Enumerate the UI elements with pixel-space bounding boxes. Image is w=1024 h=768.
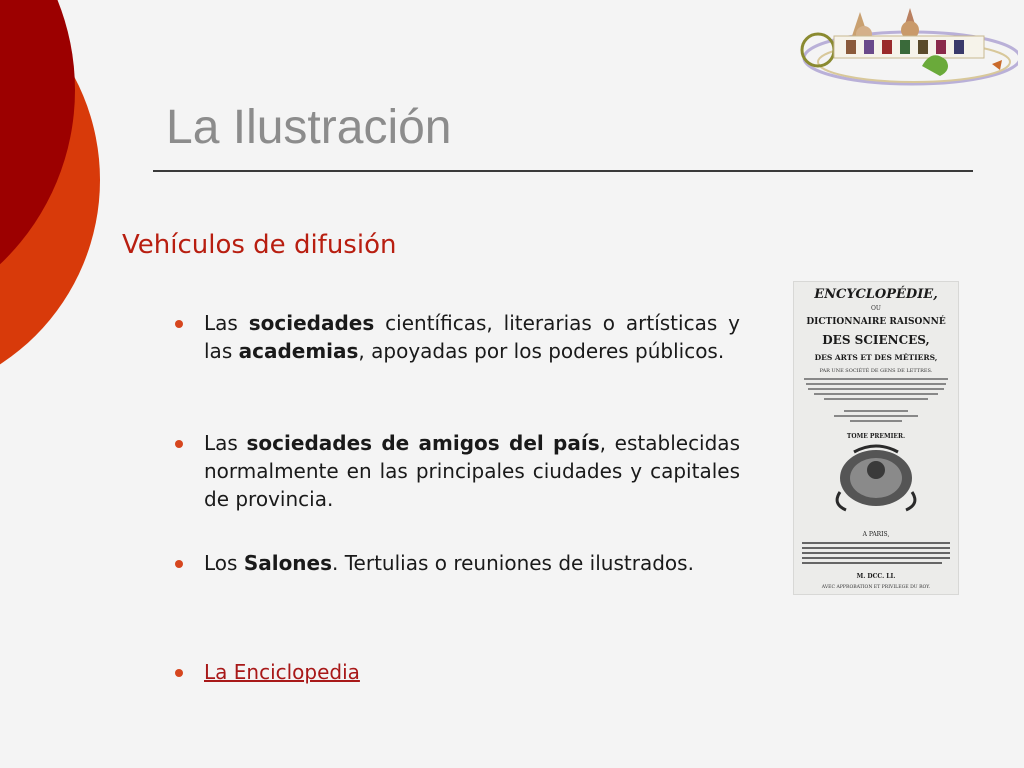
bullet-item-sociedades — [204, 309, 740, 365]
encyc-vignette-engraving — [837, 446, 915, 510]
encyc-sciences-line: DES SCIENCES, — [822, 333, 930, 347]
item-bold: academias — [238, 339, 359, 363]
bullet-dot-icon — [175, 320, 183, 328]
encyc-privilege-line: AVEC APPROBATION ET PRIVILEGE DU ROY. — [821, 585, 931, 590]
bullet-item-salones — [204, 549, 740, 577]
encyclopedie-title-page-image — [794, 282, 958, 594]
encyc-year-line: M. DCC. LI. — [856, 573, 896, 580]
bullet-item-amigos-del-pais — [204, 429, 740, 513]
item-bold: sociedades de amigos del país — [246, 431, 600, 455]
bullet-item-enciclopedia — [204, 658, 740, 686]
encyc-paris-line: A PARIS, — [862, 531, 890, 538]
item-bold: Salones — [243, 551, 333, 575]
item-text: . Tertulias o reuniones de ilustrados. — [332, 551, 694, 575]
item-bold: sociedades — [248, 311, 375, 335]
enciclopedia-link[interactable]: La Enciclopedia — [204, 660, 360, 684]
encyc-title-line: ENCYCLOPÉDIE, — [814, 287, 938, 302]
item-text: Las — [204, 431, 247, 455]
section-subtitle: Vehículos de difusión — [122, 230, 397, 260]
encyc-ou-line: OU — [871, 305, 881, 312]
item-text: , apoyadas por los poderes públicos. — [358, 339, 725, 363]
item-text: , establecidas normalmente en las principales ciudades y capitales de provincia. — [204, 431, 740, 511]
bullet-dot-icon — [175, 669, 183, 677]
encyc-societe-line: PAR UNE SOCIÉTÉ DE GENS DE LETTRES. — [819, 368, 933, 374]
item-text: científicas, literarias o artísticas y las — [204, 311, 740, 363]
encyc-arts-line: DES ARTS ET DES MÉTIERS, — [814, 353, 938, 362]
item-text: Las — [204, 311, 249, 335]
slide-title: La Ilustración — [166, 101, 452, 154]
encyc-tome-line: TOME PREMIER. — [846, 433, 906, 440]
bullet-dot-icon — [175, 440, 183, 448]
title-divider — [153, 170, 973, 172]
bullet-dot-icon — [175, 560, 183, 568]
clases-historia-logo — [782, 6, 1018, 90]
encyc-dictionnaire-line: DICTIONNAIRE RAISONNÉ — [806, 317, 946, 327]
item-text: Los — [204, 551, 244, 575]
